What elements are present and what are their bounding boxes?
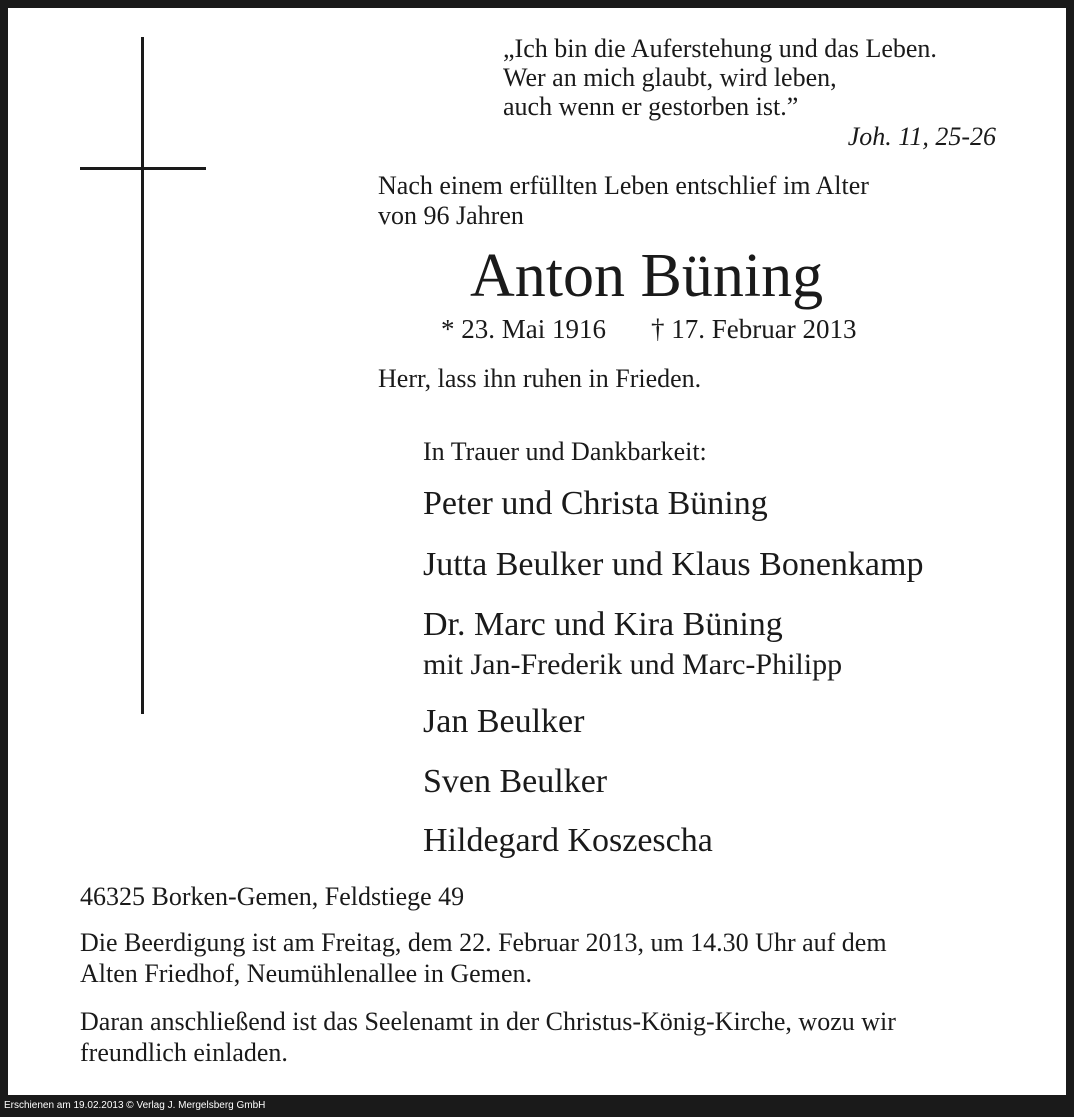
mourner-name: Jan Beulker: [423, 703, 585, 740]
requiem-line: freundlich einladen.: [80, 1038, 288, 1067]
mourners-heading: In Trauer und Dankbarkeit:: [423, 437, 707, 466]
burial-info: [80, 927, 887, 989]
obituary-notice: [8, 8, 1066, 1095]
mourner-name: Jutta Beulker und Klaus Bonenkamp: [423, 546, 924, 583]
birth-date: * 23. Mai 1916: [441, 314, 606, 344]
mourner-subline: mit Jan-Frederik und Marc-Philipp: [423, 648, 843, 681]
quote-line: Wer an mich glaubt, wird leben,: [503, 63, 837, 92]
intro-line: Nach einem erfüllten Leben entschlief im Alter: [378, 171, 869, 200]
mourner-name: Peter und Christa Büning: [423, 485, 768, 522]
requiem-line: Daran anschließend ist das Seelenamt in der Christus-König-Kirche, wozu wir: [80, 1007, 896, 1036]
requiem-info: [80, 1006, 896, 1068]
quote-line: auch wenn er gestorben ist.”: [503, 92, 799, 121]
blessing-text: Herr, lass ihn ruhen in Frieden.: [378, 364, 702, 393]
mourner-name: Sven Beulker: [423, 763, 608, 800]
bible-quote: [503, 34, 937, 121]
intro-text: [378, 171, 869, 231]
cross-bar: [80, 167, 206, 170]
publication-footer: Erschienen am 19.02.2013 © Verlag J. Mergelsberg GmbH: [4, 1100, 266, 1111]
mourner-name: Hildegard Koszescha: [423, 822, 713, 859]
mourner-name: Dr. Marc und Kira Büning: [423, 606, 783, 643]
cross-icon: [141, 37, 144, 714]
death-date: † 17. Februar 2013: [651, 314, 857, 344]
intro-line: von 96 Jahren: [378, 201, 524, 230]
quote-reference: Joh. 11, 25-26: [847, 122, 996, 151]
family-address: 46325 Borken-Gemen, Feldstiege 49: [80, 882, 465, 911]
quote-line: „Ich bin die Auferstehung und das Leben.: [503, 34, 937, 63]
deceased-name: Anton Büning: [470, 242, 824, 310]
burial-line: Alten Friedhof, Neumühlenallee in Gemen.: [80, 959, 532, 988]
burial-line: Die Beerdigung ist am Freitag, dem 22. Februar 2013, um 14.30 Uhr auf dem: [80, 928, 887, 957]
